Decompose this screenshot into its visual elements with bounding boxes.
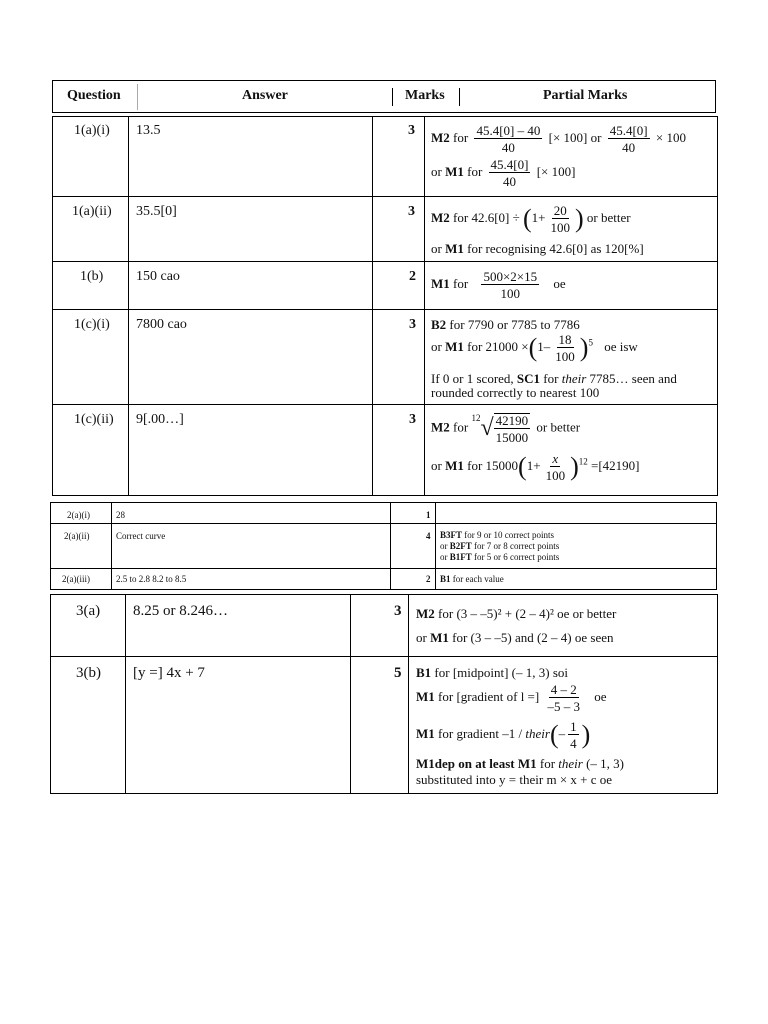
partial-marks-cell: M2 for (3 – –5)² + (2 – 4)² oe or better <box>416 606 617 621</box>
partial-marks-cell: or M1 for recognising 42.6[0] as 120[%] <box>431 241 644 256</box>
marks-cell: 3 <box>394 603 402 619</box>
marks-cell: 3 <box>409 412 416 427</box>
answer-cell: 8.25 or 8.246… <box>133 603 228 619</box>
answer-cell: 13.5 <box>136 123 161 138</box>
answer-cell: Correct curve <box>116 531 166 541</box>
partial-marks-cell: B2 for 7790 or 7785 to 7786 <box>431 317 580 332</box>
header-answer: Answer <box>242 88 288 103</box>
header-question: Question <box>67 88 121 103</box>
marks-cell: 5 <box>394 665 402 681</box>
marks-cell: 3 <box>409 317 416 332</box>
partial-marks-cell: M1dep on at least M1 for their (– 1, 3) <box>416 756 625 771</box>
marks-cell: 3 <box>408 123 415 138</box>
marks-cell: 4 <box>426 531 431 541</box>
partial-marks-cell: or M1 for 21000 ×(1– $\frac{18}{100}$ )$^5$ oe isw <box>431 332 638 364</box>
partial-marks-cell: B1 for [midpoint] (– 1, 3) soi <box>416 665 569 680</box>
partial-marks-cell: M1 for $\frac{500\times 2\times 15}{100}$ oe <box>431 269 566 301</box>
partial-marks-cell: M1 for [gradient of l =] $\frac{4 - 2}{-5 - 3}$ oe <box>416 682 607 714</box>
question-cell: 2(a)(i) <box>67 510 90 520</box>
partial-marks-cell: or M1 for $\frac{45.4[0]}{40}$ [× 100] <box>431 157 576 189</box>
question-cell: 2(a)(ii) <box>64 531 90 541</box>
answer-cell: 28 <box>116 510 125 520</box>
partial-marks-cell: If 0 or 1 scored, SC1 for their 7785… seen and <box>431 371 677 386</box>
marks-cell: 1 <box>426 510 431 520</box>
partial-marks-cell: M2 for $^{12}$√ $\frac{42190}{15000}$ or better <box>431 413 581 445</box>
answer-cell: 150 cao <box>136 269 180 284</box>
question-cell: 1(a)(ii) <box>72 204 112 219</box>
partial-marks-cell: or B2FT for 7 or 8 correct points <box>440 541 560 551</box>
marks-cell: 3 <box>408 204 415 219</box>
question-cell: 1(c)(ii) <box>74 412 114 427</box>
partial-marks-cell: or B1FT for 5 or 6 correct points <box>440 552 560 562</box>
answer-cell: 2.5 to 2.8 8.2 to 8.5 <box>116 574 187 584</box>
question-cell: 1(b) <box>80 269 104 284</box>
marks-cell: 2 <box>409 269 416 284</box>
partial-marks-cell: B1 for each value <box>440 574 504 584</box>
answer-cell: 7800 cao <box>136 317 187 332</box>
partial-marks-cell: M2 for 42.6[0] ÷ (1+ $\frac{20}{100}$ ) or better <box>431 203 631 235</box>
marks-cell: 2 <box>426 574 431 584</box>
header-marks: Marks <box>405 88 445 103</box>
partial-marks-cell: rounded correctly to nearest 100 <box>431 385 600 400</box>
answer-cell: 9[.00…] <box>136 412 184 427</box>
question-cell: 3(b) <box>76 665 101 681</box>
partial-marks-cell: B3FT for 9 or 10 correct points <box>440 530 554 540</box>
header-partial-marks: Partial Marks <box>543 88 628 103</box>
partial-marks-cell: or M1 for (3 – –5) and (2 – 4) oe seen <box>416 630 614 645</box>
partial-marks-cell: substituted into y = their m × x + c oe <box>416 772 613 787</box>
answer-cell: 35.5[0] <box>136 204 177 219</box>
partial-marks-cell: or M1 for 15000(1+ $\frac{x}{100}$ )$^{12}$ =[42190] <box>431 451 640 483</box>
partial-marks-cell: M1 for gradient –1 / their(– $\frac{1}{4}$ ) <box>416 719 591 751</box>
question-cell: 2(a)(iii) <box>62 574 90 584</box>
partial-marks-cell: M2 for $\frac{45.4[0] - 40}{40}$ [× 100] or $\frac{45.4[0]}{40}$ × 100 <box>431 123 686 155</box>
question-cell: 1(a)(i) <box>74 123 110 138</box>
question-cell: 3(a) <box>76 603 101 619</box>
answer-cell: [y =] 4x + 7 <box>133 665 205 681</box>
question-cell: 1(c)(i) <box>74 317 110 332</box>
